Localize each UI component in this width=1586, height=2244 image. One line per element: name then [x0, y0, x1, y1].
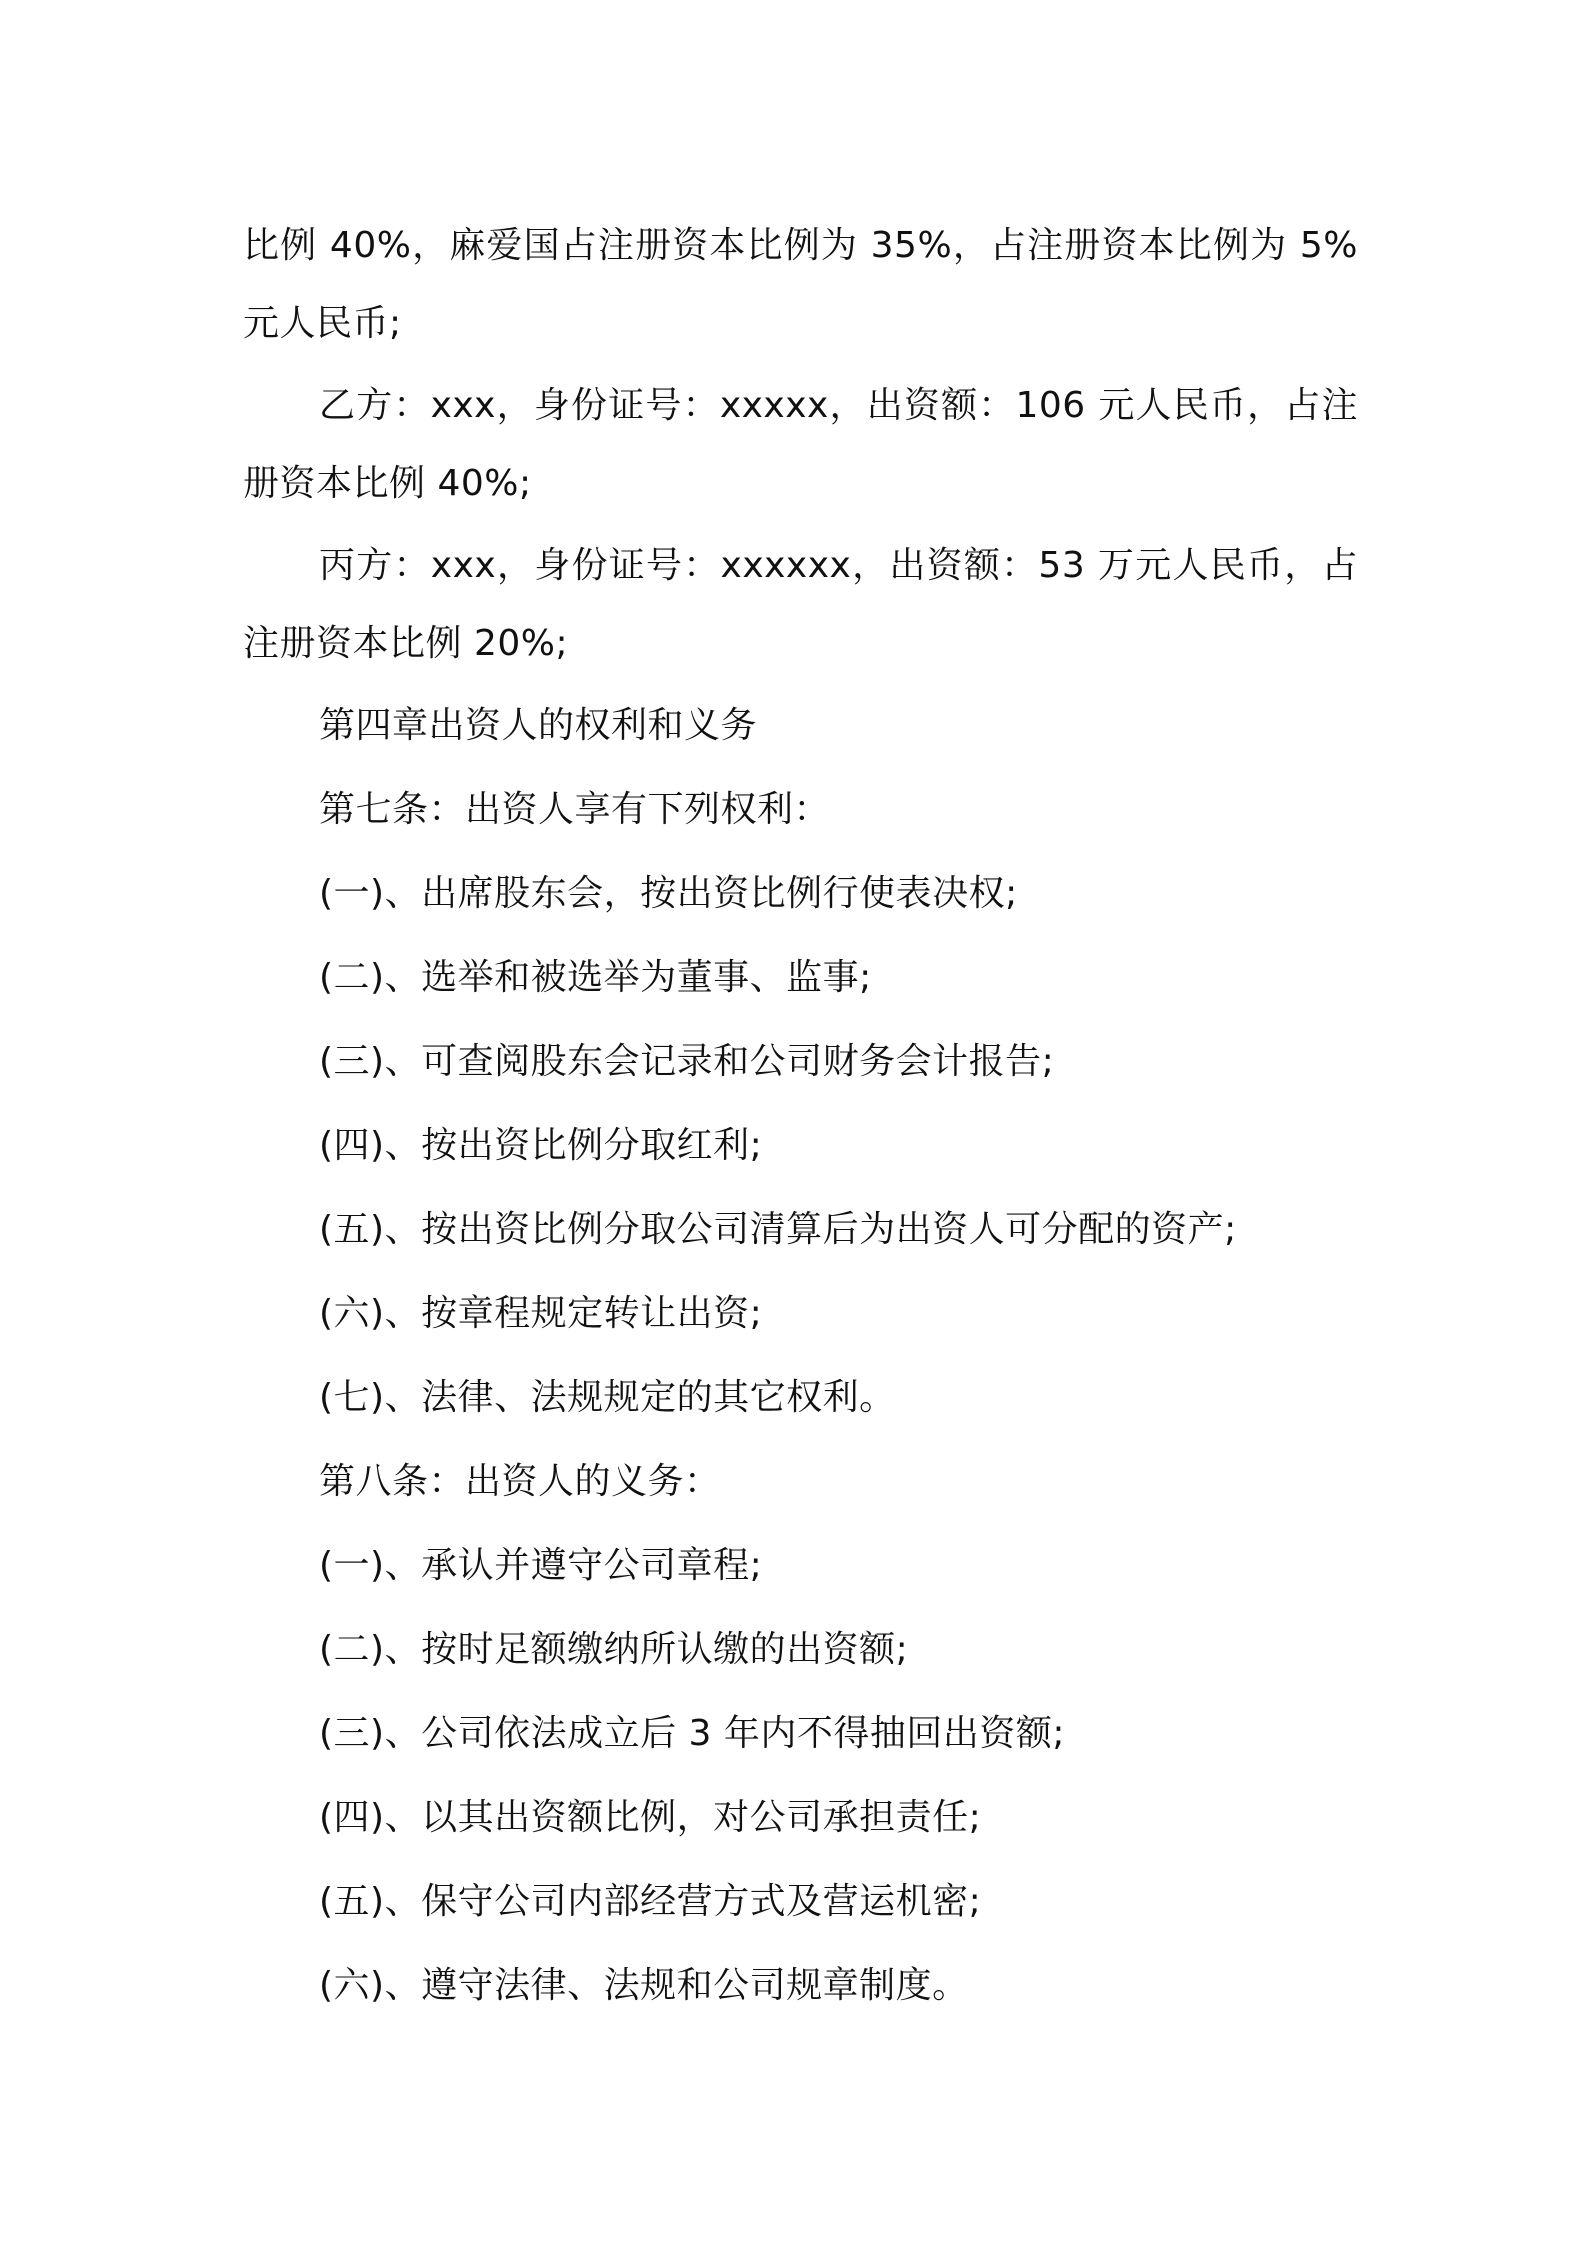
paragraph-party-b: 乙方：xxx，身份证号：xxxxx，出资额：106 元人民币，占注册资本比例 40%;	[243, 385, 1358, 504]
paragraph-capital-ratio-continuation: 比例 40%，麻爱国占注册资本比例为 35%，占注册资本比例为 5%元人民币;	[243, 225, 1358, 344]
right-item-5: (五)、按出资比例分取公司清算后为出资人可分配的资产;	[319, 1209, 1237, 1250]
right-item-2: (二)、选举和被选举为董事、监事;	[319, 957, 872, 998]
obligation-item-2: (二)、按时足额缴纳所认缴的出资额;	[319, 1629, 909, 1670]
obligation-item-6: (六)、遵守法律、法规和公司规章制度。	[319, 1965, 969, 2006]
article-eight-heading: 第八条：出资人的义务：	[319, 1461, 721, 1502]
paragraph-party-c: 丙方：xxx，身份证号：xxxxxx，出资额：53 万元人民币，占注册资本比例 20%;	[243, 545, 1358, 664]
right-item-4: (四)、按出资比例分取红利;	[319, 1125, 763, 1166]
obligation-item-5: (五)、保守公司内部经营方式及营运机密;	[319, 1881, 982, 1922]
chapter-four-heading: 第四章出资人的权利和义务	[319, 705, 758, 746]
obligation-item-1: (一)、承认并遵守公司章程;	[319, 1545, 763, 1586]
right-item-6: (六)、按章程规定转让出资;	[319, 1293, 763, 1334]
document-body	[243, 203, 1358, 2025]
right-item-3: (三)、可查阅股东会记录和公司财务会计报告;	[319, 1041, 1055, 1082]
article-seven-heading: 第七条：出资人享有下列权利：	[319, 789, 831, 830]
obligation-item-3: (三)、公司依法成立后 3 年内不得抽回出资额;	[319, 1713, 1066, 1754]
obligation-item-4: (四)、以其出资额比例，对公司承担责任;	[319, 1797, 982, 1838]
right-item-1: (一)、出席股东会，按出资比例行使表决权;	[319, 873, 1018, 914]
right-item-7: (七)、法律、法规规定的其它权利。	[319, 1377, 896, 1418]
